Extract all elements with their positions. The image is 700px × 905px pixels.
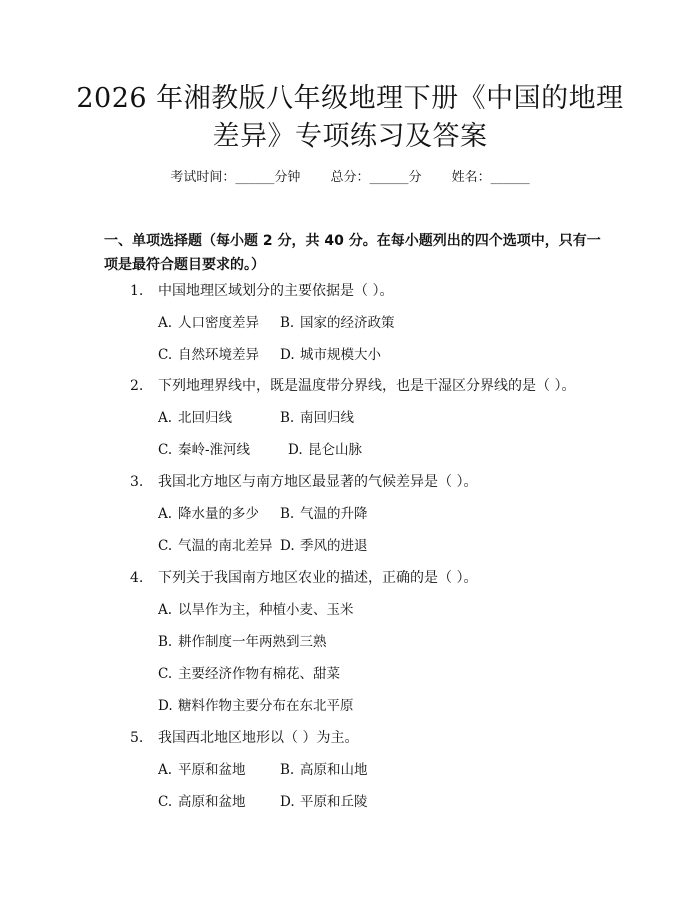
option-d: D. 昆仑山脉 [288,442,362,458]
option-a: A. 人口密度差异 [158,315,259,331]
options-row [158,792,368,812]
option-a: A. 北回归线 [158,410,232,426]
section-heading: 一、单项选择题（每小题 2 分，共 40 分。在每小题列出的四个选项中，只有一项是最符合题目要求的。） [104,233,601,273]
option-a: A. 以旱作为主，种植小麦、玉米 [158,602,354,618]
option-d: D. 城市规模大小 [280,347,381,363]
option-c: C. 秦岭-淮河线 [158,442,251,458]
option-d: D. 季风的进退 [280,538,368,554]
exam-info [0,168,700,188]
question-text: 下列关于我国南方地区农业的描述，正确的是（ ）。 [158,570,478,586]
student-name: 姓名：______ [451,170,530,185]
question-4 [130,568,477,588]
question-number: 3. [130,474,144,490]
question-number: 4. [130,570,144,586]
options-row [158,440,362,460]
title-line-1: 2026 年湘教版八年级地理下册《中国的地理 [76,83,624,114]
question-text: 我国西北地区地形以（ ）为主。 [158,730,359,746]
options-row [158,536,368,556]
options-row [158,504,368,524]
option-a: A. 降水量的多少 [158,506,259,522]
options-row [158,345,381,365]
question-text: 我国北方地区与南方地区最显著的气候差异是（ ）。 [158,474,478,490]
option-b: B. 气温的升降 [280,506,368,522]
title-line-2: 差异》专项练习及答案 [212,121,488,152]
option-c: C. 高原和盆地 [158,794,246,810]
question-3 [130,472,477,492]
option-b: B. 高原和山地 [280,762,368,778]
document-title [60,80,640,156]
question-2 [130,376,575,396]
question-5 [130,728,358,748]
option-c: C. 气温的南北差异 [158,538,273,554]
question-number: 2. [130,378,144,394]
option-d: D. 平原和丘陵 [280,794,368,810]
options-row [158,408,354,428]
option-c: C. 自然环境差异 [158,347,259,363]
question-number: 5. [130,730,144,746]
question-1 [130,281,393,301]
option-b: B. 耕作制度一年两熟到三熟 [158,634,327,650]
option-b: B. 国家的经济政策 [280,315,395,331]
options-row [158,760,368,780]
option-d: D. 糖料作物主要分布在东北平原 [158,698,354,714]
question-number: 1. [130,283,144,299]
option-b: B. 南回归线 [280,410,354,426]
option-c: C. 主要经济作物有棉花、甜菜 [158,666,340,682]
question-text: 下列地理界线中，既是温度带分界线，也是干湿区分界线的是（ ）。 [158,378,576,394]
options-row [158,313,395,333]
total-score: 总分：______分 [330,170,422,185]
option-a: A. 平原和盆地 [158,762,246,778]
question-text: 中国地理区域划分的主要依据是（ ）。 [158,283,394,299]
exam-time: 考试时间：______分钟 [170,170,301,185]
